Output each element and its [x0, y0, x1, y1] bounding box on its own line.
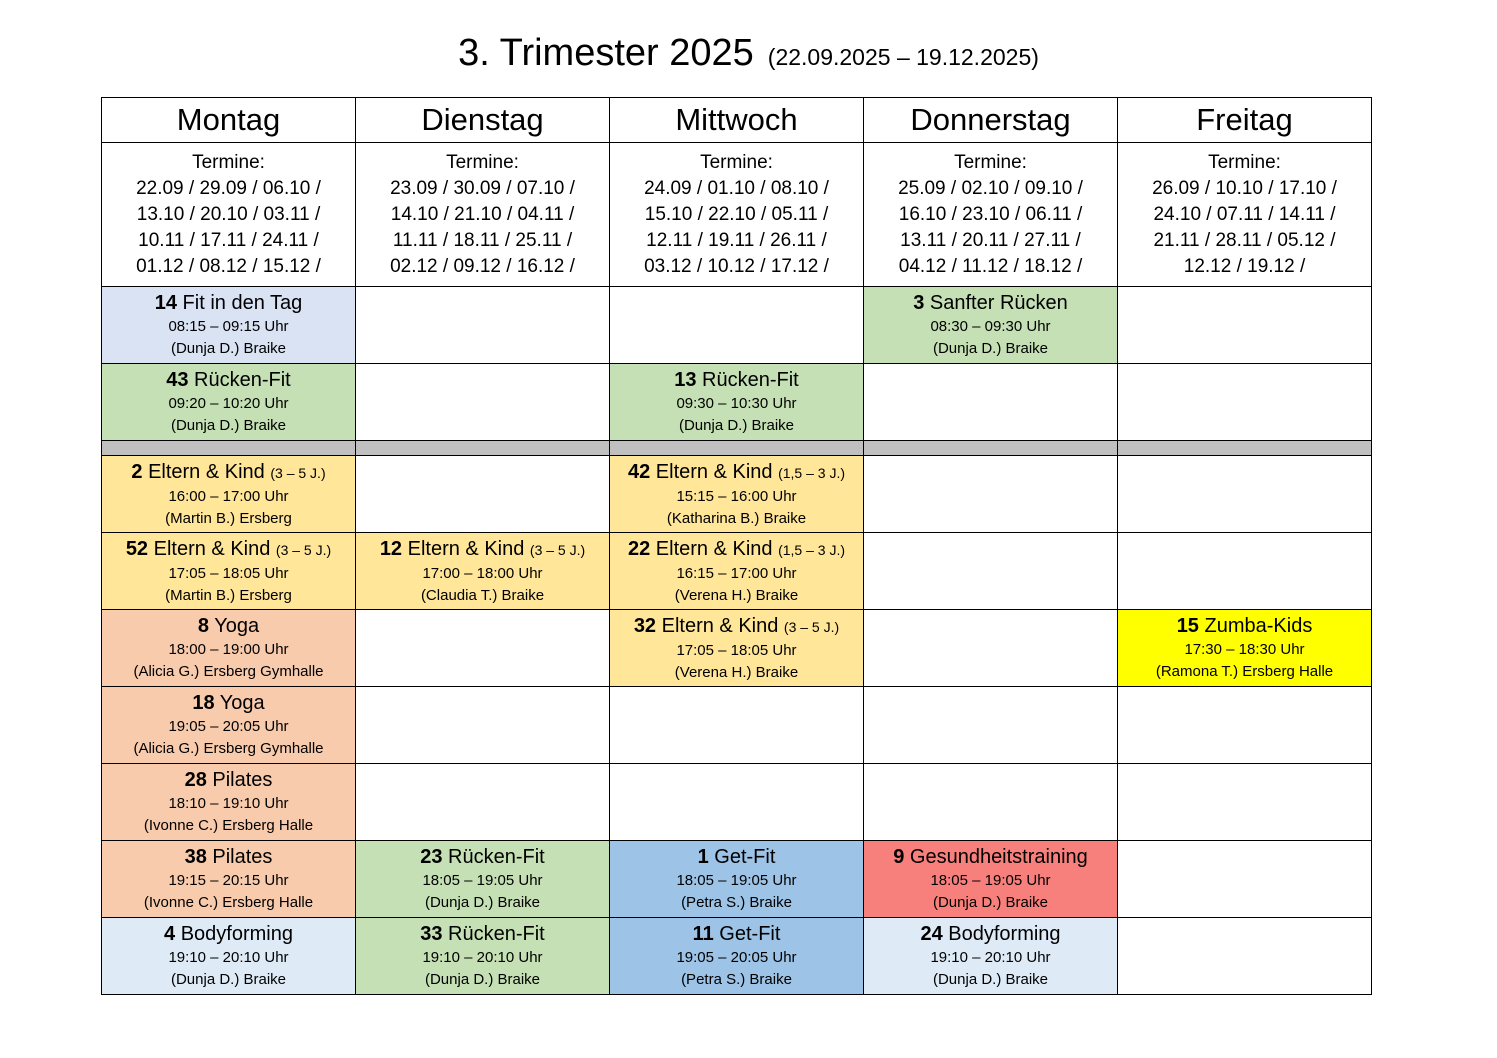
course-time: 19:10 – 20:10 Uhr — [930, 949, 1051, 966]
course-name: Bodyforming — [948, 923, 1061, 945]
course-cell-mittwoch — [610, 533, 864, 610]
empty-cell-donnerstag — [864, 533, 1118, 610]
course-name: Get-Fit — [719, 923, 781, 945]
course-location: (Martin B.) Ersberg — [165, 509, 292, 527]
date-line: 25.09 / 02.10 / 09.10 / — [898, 177, 1083, 199]
course-cell-montag — [102, 610, 356, 687]
course-age: (3 – 5 J.) — [275, 541, 332, 558]
course-location: (Ramona T.) Ersberg Halle — [1155, 663, 1334, 680]
course-time: 18:05 – 19:05 Uhr — [676, 872, 797, 889]
termine-label: Termine: — [446, 151, 519, 173]
course-time: 19:15 – 20:15 Uhr — [168, 872, 289, 889]
empty-cell-freitag — [1118, 287, 1372, 364]
course-number: 32 — [633, 614, 657, 637]
empty-cell-freitag — [1118, 456, 1372, 533]
course-title — [102, 767, 355, 793]
course-title — [102, 367, 355, 393]
course-title — [102, 536, 355, 563]
course-cell-freitag — [1118, 610, 1372, 687]
course-time: 09:30 – 10:30 Uhr — [676, 395, 797, 412]
date-line: 13.10 / 20.10 / 03.11 / — [136, 203, 321, 225]
course-age: (3 – 5 J.) — [529, 541, 586, 558]
course-time: 18:05 – 19:05 Uhr — [422, 872, 543, 889]
schedule-row — [102, 764, 1372, 841]
date-line: 24.09 / 01.10 / 08.10 / — [644, 177, 829, 199]
course-name: Pilates — [212, 769, 273, 791]
date-line: 03.12 / 10.12 / 17.12 / — [644, 255, 829, 277]
course-title — [356, 844, 609, 870]
course-title — [102, 921, 355, 947]
course-name: Eltern & Kind — [153, 537, 271, 560]
course-location: (Dunja D.) Braike — [424, 894, 541, 911]
empty-cell-freitag — [1118, 533, 1372, 610]
course-number: 15 — [1176, 615, 1199, 637]
course-age: (1,5 – 3 J.) — [778, 464, 846, 481]
date-line: 02.12 / 09.12 / 16.12 / — [390, 255, 575, 277]
course-cell-donnerstag — [864, 841, 1118, 918]
course-time: 09:20 – 10:20 Uhr — [168, 395, 289, 412]
empty-cell-dienstag — [356, 610, 610, 687]
day-header-montag: Montag — [102, 98, 356, 143]
course-location: (Martin B.) Ersberg — [165, 586, 292, 604]
empty-cell-donnerstag — [864, 456, 1118, 533]
course-location: (Dunja D.) Braike — [932, 894, 1049, 911]
dates-cell-donnerstag — [864, 143, 1118, 287]
separator-cell — [356, 441, 610, 456]
empty-cell-donnerstag — [864, 610, 1118, 687]
course-name: Zumba-Kids — [1204, 615, 1313, 637]
course-cell-donnerstag — [864, 287, 1118, 364]
course-cell-montag — [102, 364, 356, 441]
course-time: 15:15 – 16:00 Uhr — [676, 487, 797, 505]
course-name: Yoga — [214, 615, 260, 637]
date-line: 12.12 / 19.12 / — [1183, 255, 1306, 277]
course-number: 22 — [627, 537, 651, 560]
course-time: 18:05 – 19:05 Uhr — [930, 872, 1051, 889]
course-name: Rücken-Fit — [702, 369, 799, 391]
course-name: Sanfter Rücken — [929, 292, 1068, 314]
day-header-dienstag: Dienstag — [356, 98, 610, 143]
course-age: (1,5 – 3 J.) — [778, 541, 846, 558]
empty-cell-dienstag — [356, 364, 610, 441]
course-time: 18:10 – 19:10 Uhr — [168, 795, 289, 812]
date-line: 11.11 / 18.11 / 25.11 / — [392, 229, 573, 251]
course-time: 17:05 – 18:05 Uhr — [168, 564, 289, 582]
course-name: Eltern & Kind — [655, 537, 773, 560]
course-location: (Verena H.) Braike — [674, 586, 799, 604]
course-cell-montag — [102, 687, 356, 764]
course-number: 8 — [197, 615, 210, 637]
course-name: Bodyforming — [180, 923, 293, 945]
course-cell-mittwoch — [610, 456, 864, 533]
course-number: 3 — [913, 292, 925, 314]
empty-cell-donnerstag — [864, 764, 1118, 841]
course-title — [102, 290, 355, 316]
separator-cell — [610, 441, 864, 456]
course-location: (Ivonne C.) Ersberg Halle — [143, 817, 314, 834]
course-title — [102, 690, 355, 716]
course-time: 08:30 – 09:30 Uhr — [930, 318, 1051, 335]
course-number: 23 — [420, 846, 443, 868]
empty-cell-mittwoch — [610, 764, 864, 841]
course-number: 42 — [627, 460, 651, 483]
course-cell-mittwoch — [610, 918, 864, 995]
course-title — [610, 921, 863, 947]
date-line: 26.09 / 10.10 / 17.10 / — [1152, 177, 1337, 199]
course-number: 43 — [166, 369, 189, 391]
empty-cell-mittwoch — [610, 287, 864, 364]
date-line: 21.11 / 28.11 / 05.12 / — [1153, 229, 1336, 251]
course-cell-dienstag — [356, 918, 610, 995]
course-location: (Petra S.) Braike — [681, 971, 792, 988]
course-cell-montag — [102, 533, 356, 610]
schedule-row — [102, 841, 1372, 918]
course-number: 38 — [184, 846, 207, 868]
course-number: 13 — [674, 369, 697, 391]
course-number: 14 — [154, 292, 177, 314]
course-number: 4 — [164, 923, 176, 945]
course-title — [356, 921, 609, 947]
date-line: 01.12 / 08.12 / 15.12 / — [136, 255, 321, 277]
course-name: Pilates — [212, 846, 273, 868]
course-time: 18:00 – 19:00 Uhr — [168, 641, 289, 658]
empty-cell-donnerstag — [864, 687, 1118, 764]
course-title — [356, 536, 609, 563]
course-number: 18 — [192, 692, 215, 714]
course-time: 17:05 – 18:05 Uhr — [676, 641, 797, 659]
empty-cell-dienstag — [356, 287, 610, 364]
empty-cell-dienstag — [356, 764, 610, 841]
course-name: Rücken-Fit — [194, 369, 291, 391]
course-cell-mittwoch — [610, 364, 864, 441]
schedule-table — [101, 97, 1372, 995]
schedule-row — [102, 533, 1372, 610]
course-number: 11 — [692, 923, 714, 945]
course-name: Eltern & Kind — [661, 614, 779, 637]
course-number: 28 — [184, 769, 207, 791]
date-line: 14.10 / 21.10 / 04.11 / — [390, 203, 575, 225]
course-time: 16:15 – 17:00 Uhr — [676, 564, 797, 582]
course-name: Rücken-Fit — [448, 923, 545, 945]
course-time: 19:10 – 20:10 Uhr — [168, 949, 289, 966]
schedule-row — [102, 610, 1372, 687]
separator-cell — [864, 441, 1118, 456]
schedule-row — [102, 287, 1372, 364]
course-name: Eltern & Kind — [655, 460, 773, 483]
course-title — [102, 613, 355, 639]
course-number: 12 — [379, 537, 403, 560]
course-cell-dienstag — [356, 841, 610, 918]
date-line: 23.09 / 30.09 / 07.10 / — [390, 177, 575, 199]
course-location: (Alicia G.) Ersberg Gymhalle — [133, 663, 324, 680]
course-number: 24 — [920, 923, 943, 945]
course-cell-montag — [102, 287, 356, 364]
course-number: 1 — [697, 846, 709, 868]
course-location: (Dunja D.) Braike — [678, 417, 795, 434]
trimester-title: 3. Trimester 2025 — [458, 32, 754, 74]
course-title — [864, 921, 1117, 947]
course-title — [1118, 613, 1371, 639]
course-location: (Dunja D.) Braike — [170, 417, 287, 434]
date-line: 04.12 / 11.12 / 18.12 / — [898, 255, 1083, 277]
course-cell-dienstag — [356, 533, 610, 610]
course-name: Get-Fit — [714, 846, 776, 868]
course-location: (Dunja D.) Braike — [932, 971, 1049, 988]
day-header-donnerstag: Donnerstag — [864, 98, 1118, 143]
course-time: 17:00 – 18:00 Uhr — [422, 564, 543, 582]
trimester-range: (22.09.2025 – 19.12.2025) — [767, 44, 1039, 70]
course-location: (Dunja D.) Braike — [170, 971, 287, 988]
course-time: 19:05 – 20:05 Uhr — [676, 949, 797, 966]
separator-cell — [102, 441, 356, 456]
termine-label: Termine: — [192, 151, 265, 173]
course-name: Fit in den Tag — [182, 292, 303, 314]
course-cell-montag — [102, 456, 356, 533]
dates-cell-dienstag — [356, 143, 610, 287]
empty-cell-dienstag — [356, 687, 610, 764]
empty-cell-dienstag — [356, 456, 610, 533]
course-number: 9 — [893, 846, 905, 868]
course-number: 52 — [125, 537, 149, 560]
course-title — [610, 613, 863, 640]
course-location: (Dunja D.) Braike — [932, 340, 1049, 357]
course-location: (Dunja D.) Braike — [170, 340, 287, 357]
course-name: Eltern & Kind — [148, 460, 265, 483]
course-time: 19:10 – 20:10 Uhr — [422, 949, 543, 966]
date-line: 24.10 / 07.11 / 14.11 / — [1153, 203, 1336, 225]
course-number: 33 — [420, 923, 443, 945]
dates-cell-freitag — [1118, 143, 1372, 287]
course-location: (Claudia T.) Braike — [420, 586, 545, 604]
empty-cell-freitag — [1118, 841, 1372, 918]
course-cell-montag — [102, 764, 356, 841]
course-cell-donnerstag — [864, 918, 1118, 995]
course-location: (Alicia G.) Ersberg Gymhalle — [133, 740, 324, 757]
page-title — [0, 30, 1497, 80]
separator-cell — [1118, 441, 1372, 456]
course-location: (Ivonne C.) Ersberg Halle — [143, 894, 314, 911]
schedule-row — [102, 456, 1372, 533]
termine-label: Termine: — [700, 151, 773, 173]
course-title — [864, 844, 1117, 870]
day-header-mittwoch: Mittwoch — [610, 98, 864, 143]
course-title — [610, 367, 863, 393]
schedule-row — [102, 364, 1372, 441]
termine-label: Termine: — [954, 151, 1027, 173]
course-name: Gesundheitstraining — [909, 846, 1088, 868]
empty-cell-mittwoch — [610, 687, 864, 764]
date-line: 22.09 / 29.09 / 06.10 / — [136, 177, 321, 199]
dates-cell-mittwoch — [610, 143, 864, 287]
course-title — [864, 290, 1117, 316]
course-cell-mittwoch — [610, 610, 864, 687]
course-name: Rücken-Fit — [448, 846, 545, 868]
course-cell-montag — [102, 841, 356, 918]
course-title — [610, 459, 863, 486]
course-time: 08:15 – 09:15 Uhr — [168, 318, 289, 335]
course-age: (3 – 5 J.) — [270, 464, 326, 481]
course-title — [610, 844, 863, 870]
course-location: (Petra S.) Braike — [681, 894, 792, 911]
empty-cell-donnerstag — [864, 364, 1118, 441]
date-line: 13.11 / 20.11 / 27.11 / — [900, 229, 1081, 251]
course-time: 19:05 – 20:05 Uhr — [168, 718, 289, 735]
course-number: 2 — [131, 460, 143, 483]
course-location: (Verena H.) Braike — [674, 663, 799, 681]
course-location: (Dunja D.) Braike — [424, 971, 541, 988]
schedule-row — [102, 687, 1372, 764]
date-line: 12.11 / 19.11 / 26.11 / — [646, 229, 827, 251]
course-age: (3 – 5 J.) — [783, 618, 840, 635]
course-name: Yoga — [219, 692, 265, 714]
course-time: 16:00 – 17:00 Uhr — [168, 487, 289, 505]
separator-row — [102, 441, 1372, 456]
course-title — [102, 844, 355, 870]
date-line: 16.10 / 23.10 / 06.11 / — [898, 203, 1083, 225]
dates-row — [102, 143, 1372, 287]
schedule-row — [102, 918, 1372, 995]
course-cell-montag — [102, 918, 356, 995]
dates-cell-montag — [102, 143, 356, 287]
course-title — [610, 536, 863, 563]
empty-cell-freitag — [1118, 764, 1372, 841]
date-line: 10.11 / 17.11 / 24.11 / — [138, 229, 319, 251]
termine-label: Termine: — [1208, 151, 1281, 173]
course-name: Eltern & Kind — [407, 537, 525, 560]
course-time: 17:30 – 18:30 Uhr — [1184, 641, 1305, 658]
course-cell-mittwoch — [610, 841, 864, 918]
day-header-freitag: Freitag — [1118, 98, 1372, 143]
date-line: 15.10 / 22.10 / 05.11 / — [644, 203, 829, 225]
empty-cell-freitag — [1118, 364, 1372, 441]
empty-cell-freitag — [1118, 687, 1372, 764]
empty-cell-freitag — [1118, 918, 1372, 995]
day-header-row — [102, 98, 1372, 143]
course-location: (Katharina B.) Braike — [666, 509, 807, 527]
course-title — [102, 459, 355, 486]
